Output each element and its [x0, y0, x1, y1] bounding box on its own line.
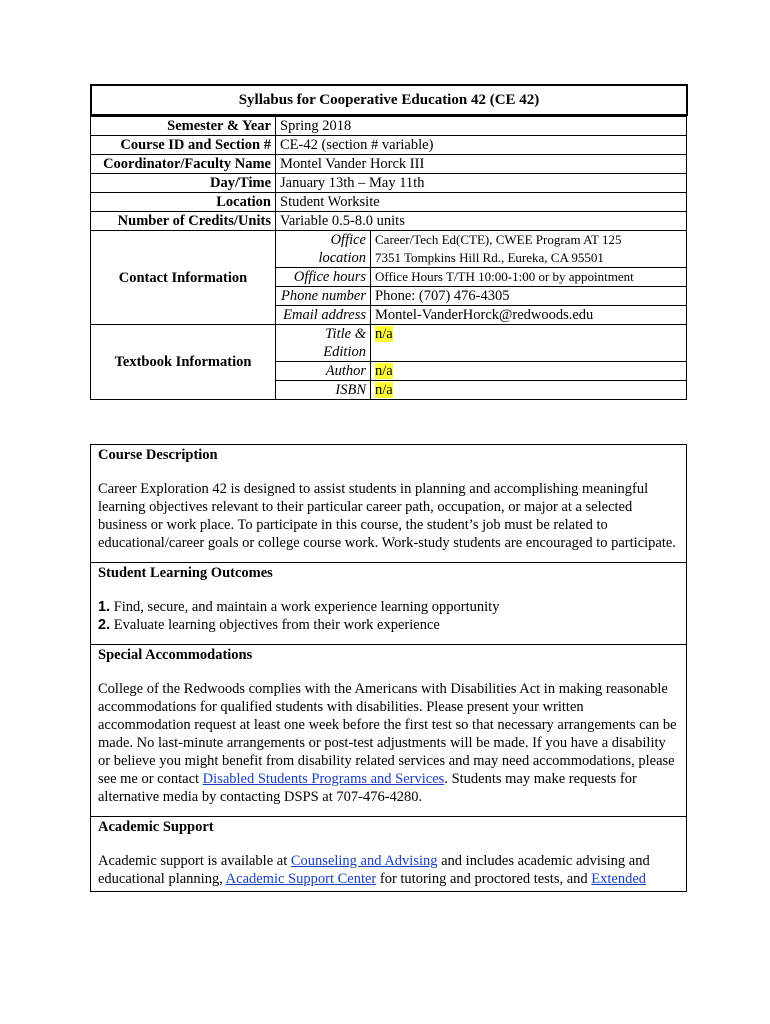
outcome-text: Find, secure, and maintain a work experience learning opportunity — [113, 599, 500, 615]
location-value: Student Worksite — [276, 193, 687, 212]
office-location-line1: Career/Tech Ed(CTE), CWEE Program AT 125 — [375, 232, 622, 247]
counseling-advising-link[interactable]: Counseling and Advising — [290, 853, 438, 869]
outcome-number: 1. — [98, 599, 111, 615]
textbook-title-row — [91, 325, 687, 362]
office-location-line2: 7351 Tompkins Hill Rd., Eureka, CA 95501 — [375, 250, 604, 265]
coordinator-value: Montel Vander Horck III — [276, 155, 687, 174]
email-label: Email address — [276, 306, 371, 325]
outcome-item — [98, 598, 679, 616]
academic-support-text: Academic support is available at — [98, 853, 291, 869]
academic-support-text: and includes academic advising and educational planning, — [98, 853, 650, 887]
syllabus-sections — [90, 444, 687, 892]
semester-row — [91, 117, 687, 136]
academic-support-body — [98, 852, 679, 888]
location-row — [91, 193, 687, 212]
academic-support-center-link[interactable]: Academic Support Center — [225, 871, 377, 887]
daytime-row — [91, 174, 687, 193]
phone-label: Phone number — [276, 287, 371, 306]
accommodations-heading: Special Accommodations — [98, 647, 253, 663]
extended-link[interactable]: Extended — [591, 871, 647, 887]
office-hours-label: Office hours — [276, 268, 371, 287]
outcome-number: 2. — [98, 617, 111, 633]
textbook-isbn-label: ISBN — [276, 381, 371, 400]
textbook-title-value: n/a — [375, 326, 393, 342]
accommodations-text-end: . Students may make requests for alternative media by contacting DSPS at 707-476-4280. — [98, 771, 637, 805]
course-id-row — [91, 136, 687, 155]
course-description-body: Career Exploration 42 is designed to assist students in planning and accomplishing meaningful learning objectives relevant to their particular career path, occupation, or major at a selected business or work place. To participate in this course, the student’s job must be related to educational/career goals or college course work. Work-study students are encouraged to participate. — [98, 481, 676, 551]
accommodations-body — [98, 680, 679, 806]
outcome-item — [98, 616, 679, 634]
phone-value: Phone: (707) 476-4305 — [371, 287, 687, 306]
academic-support-heading: Academic Support — [98, 819, 214, 835]
credits-row — [91, 212, 687, 231]
office-location-label: Office location — [276, 231, 371, 268]
office-location-value — [371, 231, 687, 268]
coordinator-label: Coordinator/Faculty Name — [91, 155, 276, 174]
daytime-label: Day/Time — [91, 174, 276, 193]
course-id-value: CE-42 (section # variable) — [276, 136, 687, 155]
outcome-text: Evaluate learning objectives from their work experience — [113, 617, 440, 633]
textbook-isbn-value: n/a — [375, 382, 393, 398]
outcomes-heading: Student Learning Outcomes — [98, 565, 273, 581]
accommodations-text: College of the Redwoods complies with the Americans with Disabilities Act in making reasonable accommodations for qualified students with disabilities. Please present your written accommodation request at least one week before the first test so that necessary arrangements can be made. No last-minute arrangements or post-test adjustments will be made. If you have a disability or believe you might benefit from disability related services and may need accommodations, please see me or contact — [98, 681, 677, 787]
dsps-link[interactable]: Disabled Students Programs and Services — [202, 771, 445, 787]
location-label: Location — [91, 193, 276, 212]
accommodations-section — [91, 644, 686, 816]
course-description-section — [91, 444, 686, 562]
email-value: Montel-VanderHorck@redwoods.edu — [371, 306, 687, 325]
coordinator-row — [91, 155, 687, 174]
credits-label: Number of Credits/Units — [91, 212, 276, 231]
course-description-heading: Course Description — [98, 447, 218, 463]
syllabus-title: Syllabus for Cooperative Education 42 (CE 42) — [90, 84, 688, 116]
contact-info-label: Contact Information — [91, 231, 276, 325]
textbook-info-label: Textbook Information — [91, 325, 276, 400]
office-location-row — [91, 231, 687, 268]
textbook-title-label: Title & Edition — [276, 325, 371, 362]
academic-support-text: for tutoring and proctored tests, and — [376, 871, 592, 887]
office-hours-value: Office Hours T/TH 10:00-1:00 or by appointment — [371, 268, 687, 287]
course-info-table — [90, 116, 687, 400]
semester-value: Spring 2018 — [276, 117, 687, 136]
textbook-author-value: n/a — [375, 363, 393, 379]
semester-label: Semester & Year — [91, 117, 276, 136]
credits-value: Variable 0.5-8.0 units — [276, 212, 687, 231]
academic-support-section — [91, 816, 686, 891]
course-id-label: Course ID and Section # — [91, 136, 276, 155]
textbook-author-label: Author — [276, 362, 371, 381]
outcomes-list — [98, 598, 679, 634]
daytime-value: January 13th – May 11th — [276, 174, 687, 193]
outcomes-section — [91, 562, 686, 644]
